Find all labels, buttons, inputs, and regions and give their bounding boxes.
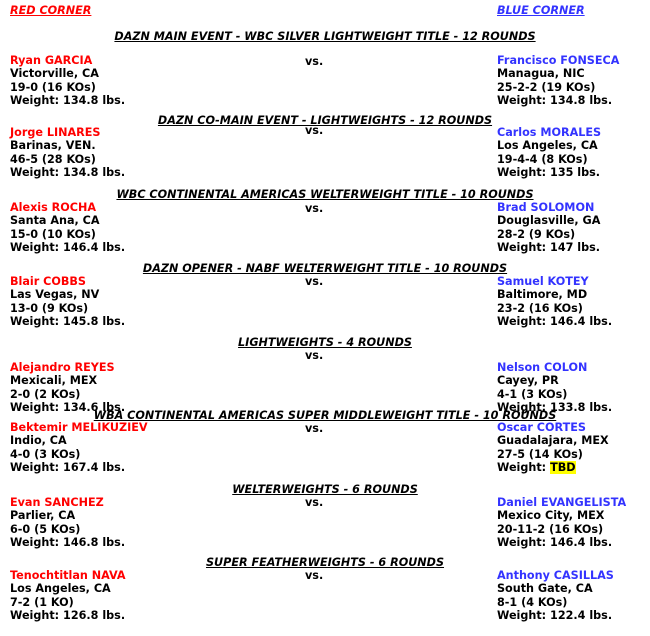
fighter-weight: Weight: 146.4 lbs. bbox=[497, 314, 613, 328]
fighter-weight: Weight: 167.4 lbs. bbox=[10, 460, 126, 474]
fighter-weight: Weight: 134.6 lbs. bbox=[10, 400, 126, 414]
fighter-weight bbox=[497, 461, 609, 474]
fighter-name: Daniel EVANGELISTA bbox=[497, 496, 627, 509]
blue-corner-header: BLUE CORNER bbox=[497, 4, 585, 17]
blue-fighter bbox=[497, 361, 612, 414]
bout-card bbox=[0, 114, 650, 194]
fighter-name: Ryan GARCIA bbox=[10, 54, 93, 67]
fighter-record: 7-2 (1 KO) bbox=[10, 595, 74, 609]
vs-label: vs. bbox=[305, 569, 324, 582]
blue-fighter bbox=[497, 126, 601, 179]
bout-title: DAZN OPENER - NABF WELTERWEIGHT TITLE - 10 ROUNDS bbox=[142, 262, 508, 275]
fighter-hometown: Los Angeles, CA bbox=[10, 582, 111, 596]
red-fighter bbox=[10, 496, 125, 549]
fighter-record: 4-1 (3 KOs) bbox=[497, 387, 568, 401]
fighter-name: Blair COBBS bbox=[10, 275, 86, 288]
fighter-weight: Weight: 146.4 lbs. bbox=[497, 535, 613, 549]
fighter-record: 13-0 (9 KOs) bbox=[10, 301, 89, 315]
fighter-record: 15-0 (10 KOs) bbox=[10, 227, 96, 241]
fighter-record: 19-4-4 (8 KOs) bbox=[497, 152, 588, 166]
fighter-name: Evan SANCHEZ bbox=[10, 496, 104, 509]
fighter-hometown: Baltimore, MD bbox=[497, 288, 588, 302]
fighter-hometown: Cayey, PR bbox=[497, 374, 559, 388]
fighter-name: Nelson COLON bbox=[497, 361, 588, 374]
red-fighter bbox=[10, 275, 125, 328]
bout-card bbox=[0, 556, 650, 636]
fighter-hometown: Mexicali, MEX bbox=[10, 374, 98, 388]
bout-title: LIGHTWEIGHTS - 4 ROUNDS bbox=[238, 336, 412, 349]
fighter-record: 28-2 (9 KOs) bbox=[497, 227, 576, 241]
fighter-weight: Weight: 126.8 lbs. bbox=[10, 608, 126, 622]
red-fighter bbox=[10, 54, 125, 107]
vs-label: vs. bbox=[305, 275, 324, 288]
fighter-hometown: Los Angeles, CA bbox=[497, 139, 598, 153]
red-fighter bbox=[10, 569, 126, 622]
fighter-hometown: Mexico City, MEX bbox=[497, 509, 605, 523]
fighter-weight: Weight: 147 lbs. bbox=[497, 240, 601, 254]
bout-card bbox=[0, 483, 650, 563]
fighter-name: Samuel KOTEY bbox=[497, 275, 589, 288]
fighter-name: Tenochtitlan NAVA bbox=[10, 569, 126, 582]
red-fighter bbox=[10, 361, 125, 414]
fighter-name: Carlos MORALES bbox=[497, 126, 602, 139]
weight-prefix: Weight: bbox=[497, 460, 547, 474]
fighter-hometown: Managua, NIC bbox=[497, 67, 585, 81]
blue-fighter bbox=[497, 201, 600, 254]
fighter-hometown: Guadalajara, MEX bbox=[497, 434, 609, 448]
fighter-hometown: Santa Ana, CA bbox=[10, 214, 100, 228]
fighter-name: Brad SOLOMON bbox=[497, 201, 595, 214]
fighter-record: 6-0 (5 KOs) bbox=[10, 522, 81, 536]
bout-title: SUPER FEATHERWEIGHTS - 6 ROUNDS bbox=[205, 556, 445, 569]
red-corner-header: RED CORNER bbox=[10, 4, 92, 17]
bout-card bbox=[0, 409, 650, 489]
blue-fighter bbox=[497, 569, 614, 622]
fighter-record: 46-5 (28 KOs) bbox=[10, 152, 96, 166]
fighter-record: 25-2-2 (19 KOs) bbox=[497, 80, 596, 94]
red-fighter bbox=[10, 126, 125, 179]
fighter-record: 8-1 (4 KOs) bbox=[497, 595, 568, 609]
fighter-name: Bektemir MELIKUZIEV bbox=[10, 421, 148, 434]
fighter-weight: Weight: 134.8 lbs. bbox=[10, 93, 126, 107]
red-fighter bbox=[10, 421, 148, 474]
fighter-hometown: Douglasville, GA bbox=[497, 214, 601, 228]
fighter-hometown: Victorville, CA bbox=[10, 67, 99, 81]
fighter-record: 2-0 (2 KOs) bbox=[10, 387, 81, 401]
vs-label: vs. bbox=[305, 55, 324, 68]
vs-label: vs. bbox=[305, 422, 324, 435]
fighter-hometown: South Gate, CA bbox=[497, 582, 593, 596]
vs-label: vs. bbox=[305, 124, 324, 137]
fighter-hometown: Barinas, VEN. bbox=[10, 139, 96, 153]
fighter-weight: Weight: 145.8 lbs. bbox=[10, 314, 126, 328]
bout-title: WBC CONTINENTAL AMERICAS WELTERWEIGHT TITLE - 10 ROUNDS bbox=[116, 188, 534, 201]
fighter-hometown: Parlier, CA bbox=[10, 509, 76, 523]
fighter-weight: Weight: 135 lbs. bbox=[497, 165, 601, 179]
bout-card bbox=[0, 188, 650, 268]
fighter-weight: Weight: 122.4 lbs. bbox=[497, 608, 613, 622]
fighter-name: Oscar CORTES bbox=[497, 421, 586, 434]
bout-title: DAZN CO-MAIN EVENT - LIGHTWEIGHTS - 12 ROUNDS bbox=[157, 114, 493, 127]
fighter-name: Alejandro REYES bbox=[10, 361, 115, 374]
fighter-name: Anthony CASILLAS bbox=[497, 569, 614, 582]
bout-card bbox=[0, 30, 650, 110]
fighter-hometown: Las Vegas, NV bbox=[10, 288, 100, 302]
vs-label: vs. bbox=[305, 202, 324, 215]
bout-title: WBA CONTINENTAL AMERICAS SUPER MIDDLEWEIGHT TITLE - 10 ROUNDS bbox=[93, 409, 557, 422]
red-fighter bbox=[10, 201, 125, 254]
fighter-weight: Weight: 146.4 lbs. bbox=[10, 240, 126, 254]
fighter-weight: Weight: 146.8 lbs. bbox=[10, 535, 126, 549]
blue-fighter bbox=[497, 496, 626, 549]
weight-tbd-highlight: TBD bbox=[550, 460, 576, 474]
fighter-weight: Weight: 133.8 lbs. bbox=[497, 400, 613, 414]
fighter-record: 27-5 (14 KOs) bbox=[497, 447, 583, 461]
blue-fighter bbox=[497, 275, 612, 328]
fighter-hometown: Indio, CA bbox=[10, 434, 67, 448]
fighter-name: Alexis ROCHA bbox=[10, 201, 97, 214]
bout-title: WELTERWEIGHTS - 6 ROUNDS bbox=[232, 483, 418, 496]
blue-fighter bbox=[497, 54, 619, 107]
fighter-record: 19-0 (16 KOs) bbox=[10, 80, 96, 94]
fighter-record: 23-2 (16 KOs) bbox=[497, 301, 583, 315]
blue-fighter bbox=[497, 421, 609, 474]
fighter-record: 4-0 (3 KOs) bbox=[10, 447, 81, 461]
bout-card bbox=[0, 262, 650, 342]
fighter-name: Francisco FONSECA bbox=[497, 54, 620, 67]
vs-label: vs. bbox=[305, 496, 324, 509]
fighter-weight: Weight: 134.8 lbs. bbox=[497, 93, 613, 107]
bout-card bbox=[0, 336, 650, 416]
vs-label: vs. bbox=[305, 349, 324, 362]
fighter-name: Jorge LINARES bbox=[10, 126, 101, 139]
bout-title: DAZN MAIN EVENT - WBC SILVER LIGHTWEIGHT TITLE - 12 ROUNDS bbox=[114, 30, 536, 43]
fighter-weight: Weight: 134.8 lbs. bbox=[10, 165, 126, 179]
fighter-record: 20-11-2 (16 KOs) bbox=[497, 522, 604, 536]
